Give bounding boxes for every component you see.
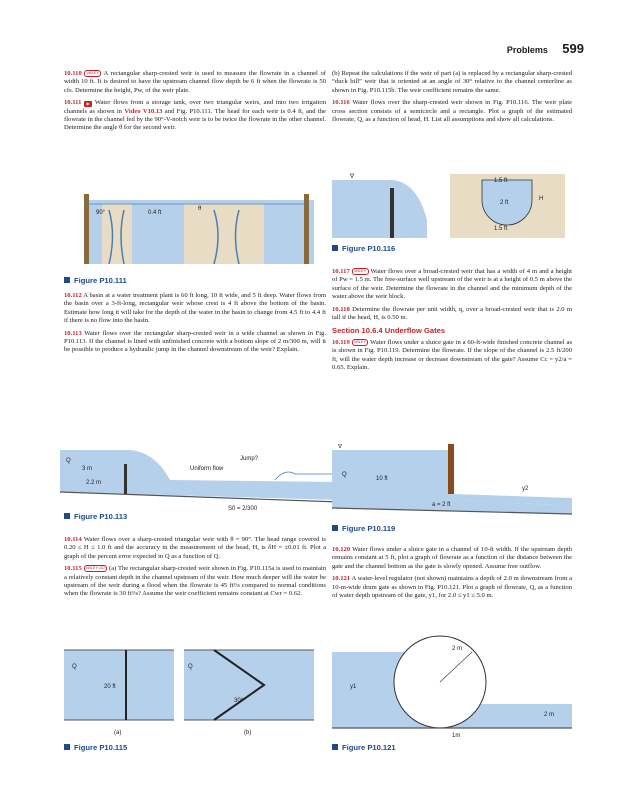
weir-side xyxy=(390,188,394,238)
depth-22m-label: 2.2 m xyxy=(86,480,102,486)
page-header xyxy=(507,40,584,58)
weir-plate xyxy=(124,464,127,494)
problem-10-119: 10.119 WILEY Water flows under a sluice gate in a 60-ft-wide finished concrete channel as is shown in Fig. P10.119. Determine the flowrate. If the slope of the channel is 2.5 ft/200 ft, will the water depth increase or decrease downstream of the gate? Assume Cc = y2/a = 0.65. Explain. xyxy=(332,339,573,371)
top-width-label: 1.5 ft xyxy=(494,178,508,184)
problem-10-110: 10.110 WILEY A rectangular sharp-crested weir is used to measure the flowrate in a channel of width 10 ft. It is desired to have the upstream channel flow depth be 6 ft when the flowrate is 50 cfs. Determine the height, Pw, of the weir plate. xyxy=(64,70,326,94)
right-column-middle xyxy=(332,268,572,377)
right-column-top xyxy=(332,70,572,129)
upstream-water xyxy=(332,180,427,238)
width-20ft-label: 20 ft xyxy=(104,684,116,690)
wiley-badge: WILEY xyxy=(352,268,369,275)
video-icon: ▶ xyxy=(84,101,92,107)
caption-p10-115: Figure P10.115 xyxy=(64,743,127,752)
video-link[interactable]: Video V10.13 xyxy=(124,107,163,115)
jump-label: Jump? xyxy=(240,456,259,462)
sluice-gate xyxy=(448,444,454,494)
problem-10-121: 10.121 A water-level regulator (not shown) maintains a depth of 2.0 m downstream from a 10-m-wide drum gate as shown in Fig. P10.121. Plot a graph of flowrate, Q, as a function of water depth upstream of the gate, y1, for 2.0 ≤ y1 ≤ 5.0 m. xyxy=(332,575,572,599)
caption-p10-119: Figure P10.119 xyxy=(332,524,395,533)
caption-p10-113: Figure P10.113 xyxy=(64,512,127,521)
caption-p10-111: Figure P10.111 xyxy=(64,276,127,285)
figure-p10-121 xyxy=(332,632,572,742)
channel-b xyxy=(184,650,314,720)
left-column-bottom xyxy=(64,536,326,603)
q-label: Q xyxy=(66,458,71,464)
uniform-flow-label: Uniform flow xyxy=(190,466,224,472)
problem-10-111: 10.111 ▶ Water flows from a storage tank, over two triangular weirs, and into two irrigation channels as shown in Video V10.13 and Fig. P10.111. The head for each weir is 0.4 ft, and the flowrate in the channel fed by the 90°-V-notch weir is to be twice the flowrate in the other channel. Determine the angle θ for the second weir. xyxy=(64,99,326,132)
gate-opening-label: a = 2 ft xyxy=(432,502,451,508)
wiley-go-badge: WILEY GO xyxy=(84,565,108,572)
y2-label: y2 xyxy=(522,486,529,492)
y1-label: y1 xyxy=(350,684,357,690)
problem-10-112: 10.112 A basin at a water treatment plant is 60 ft long, 10 ft wide, and 5 ft deep. Water flows from the basin over a 3-ft-long, rectangular weir whose crest is 4 ft above the bottom of the basin. Estimate how long it will take for the depth of the water in the basin to change from 4.5 ft to 4.4 ft if there is no flow into the basin. xyxy=(64,292,326,324)
depth-3m-label: 3 m xyxy=(82,466,93,472)
radius-label: 2 m xyxy=(452,646,463,652)
channel-a xyxy=(64,650,174,720)
downstream-depth-label: 2 m xyxy=(544,712,555,718)
problem-10-115: 10.115 WILEY GO (a) The rectangular sharp-crested weir shown in Fig. P10.115a is used to maintain a relatively constant depth in the channel upstream of the weir. How much deeper will the water be upstream of the weir during a flood when the flowrate is 45 ft³/s compared to normal conditions when the flowrate is 30 ft³/s? Assume the weir coefficient remains constant at Cwr = 0.62. xyxy=(64,565,326,598)
channel-right xyxy=(184,204,264,264)
wiley-badge: WILEY xyxy=(352,339,369,346)
problem-10-114: 10.114 Water flows over a sharp-crested triangular weir with θ = 90°. The head range covered is 0.20 ≤ H ≤ 1.0 ft and the accuracy in the measurement of the head, H, is δH = ±0.01 ft. Plot a graph of the percent error expected in Q as a function of Q. xyxy=(64,536,326,560)
one-m-label: 1m xyxy=(452,733,461,739)
diameter-label: 2 ft xyxy=(500,200,509,206)
channel-left xyxy=(102,204,132,264)
figure-p10-113 xyxy=(60,440,340,512)
figure-p10-115 xyxy=(64,640,326,740)
problem-10-116: 10.116 Water flows over the sharp-crested weir shown in Fig. P10.116. The weir plate cross section consists of a semicircle and a rectangle. Plot a graph of the estimated flowrate, Q, as a function of head, H. List all assumptions and show all calculations. xyxy=(332,99,572,123)
part-b-label: (b) xyxy=(244,730,252,736)
caption-p10-116: Figure P10.116 xyxy=(332,244,395,253)
caption-p10-121: Figure P10.121 xyxy=(332,743,396,752)
left-column-middle xyxy=(64,292,326,359)
bottom-height-label: 1.5 ft xyxy=(494,226,508,232)
svg-text:∇: ∇ xyxy=(350,174,355,180)
right-column-bottom xyxy=(332,546,572,605)
section-heading: Section 10.6.4 Underflow Gates xyxy=(332,325,446,335)
left-column-top xyxy=(64,70,326,137)
page-number: 599 xyxy=(562,41,584,56)
problem-10-115b: (b) Repeat the calculations if the weir of part (a) is replaced by a rectangular sharp-crested “duck bill” weir that is oriented at an angle of 30° relative to the channel centerline as shown in Fig. P10.115b. The weir coefficient remains the same. xyxy=(332,70,572,94)
slope-label: S0 = 2/300 xyxy=(228,506,258,512)
problem-10-120: 10.120 Water flows under a sluice gate in a channel of 10-ft width. If the upstream depth remains constant at 5 ft, plot a graph of flowrate as a function of the distance between the gate and the channel bottom as the gate is slowly opened. Assume free outflow. xyxy=(332,546,572,570)
theta-label: θ xyxy=(198,206,202,212)
wiley-badge: WILEY xyxy=(84,70,101,77)
part-a-label: (a) xyxy=(114,730,122,736)
problem-10-117: 10.117 WILEY Water flows over a broad-crested weir that has a width of 4 m and a height of Pw = 1.5 m. The free-surface well upstream of the weir is at a height of 0.5 m above the surface of the weir. Determine the flowrate in the channel and the minimum depth of the water above the weir block. xyxy=(332,268,572,300)
head-label: 0.4 ft xyxy=(148,210,162,216)
problem-10-113: 10.113 Water flows over the rectangular sharp-crested weir in a wide channel as shown in Fig. P10.113. If the channel is lined with unfinished concrete with a bottom slope of 2 m/300 m, will it be possible to produce a hydraulic jump in the channel downstream of the weir? Explain. xyxy=(64,329,327,354)
depth-10ft-label: 10 ft xyxy=(376,476,388,482)
q-label-b: Q xyxy=(188,664,193,670)
q-label: Q xyxy=(342,472,347,478)
section-title: Problems xyxy=(506,45,548,55)
angle-30-label: 30° xyxy=(234,698,244,704)
figure-p10-119 xyxy=(332,444,572,516)
head-h-label: H xyxy=(539,196,544,202)
figure-p10-116 xyxy=(332,170,572,238)
channel-water xyxy=(60,450,340,500)
svg-text:∇: ∇ xyxy=(338,444,343,450)
angle-90-label: 90° xyxy=(96,210,106,216)
problem-10-118: 10.118 Determine the flowrate per unit width, q, over a broad-crested weir that is 2.0 m tall if the head, H, is 0.50 m. xyxy=(332,305,572,321)
figure-p10-111 xyxy=(64,180,326,265)
q-label-a: Q xyxy=(72,664,77,670)
